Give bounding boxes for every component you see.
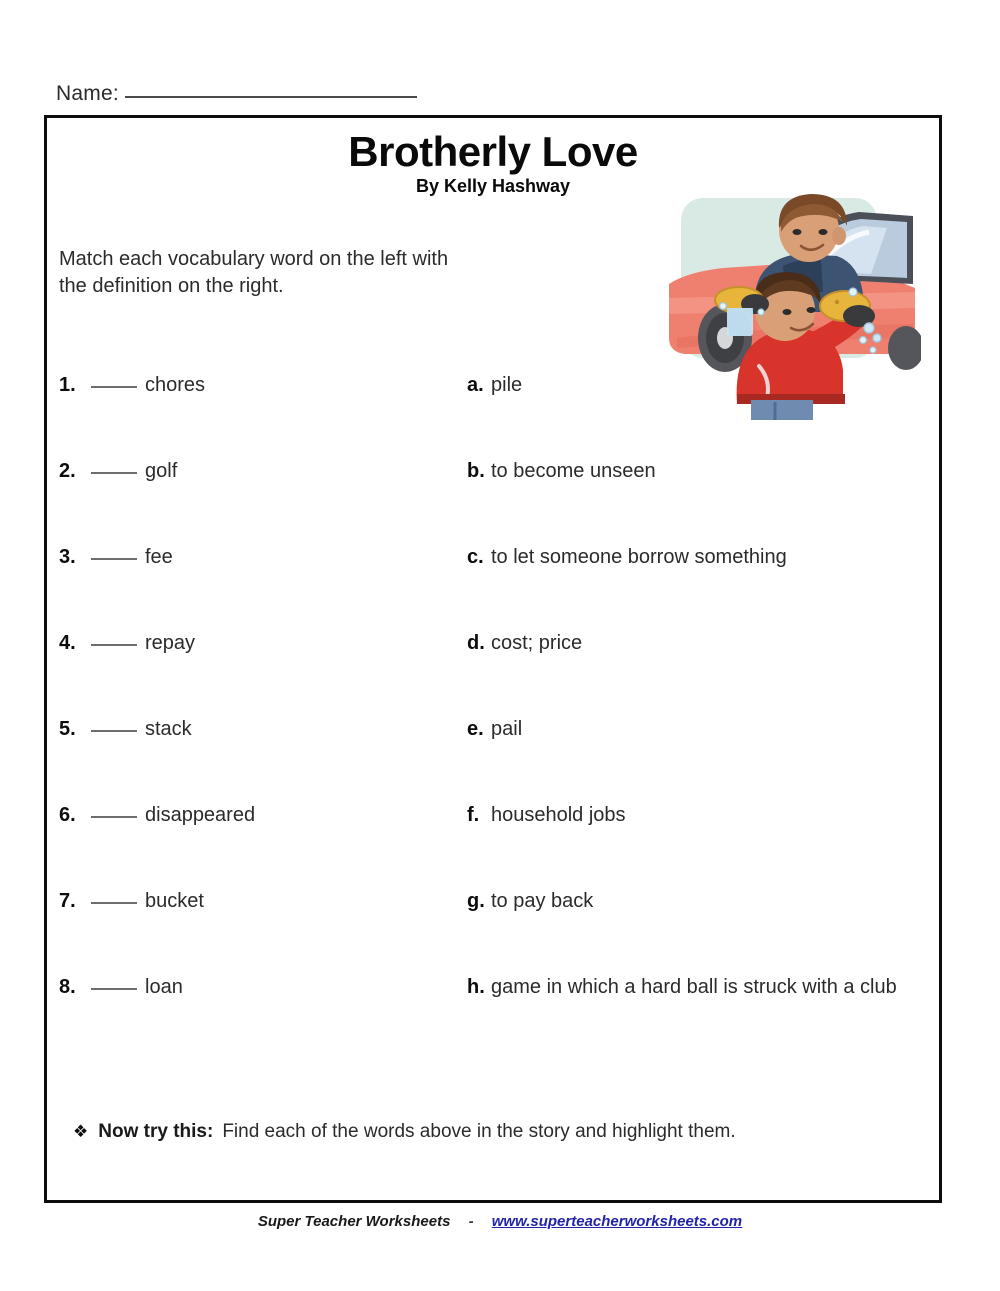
- name-input-line[interactable]: [125, 95, 417, 98]
- definition-item-g[interactable]: [467, 890, 593, 913]
- vocab-word: repay: [145, 632, 196, 654]
- vocab-word: disappeared: [145, 804, 256, 826]
- definition-item-c[interactable]: [467, 546, 787, 569]
- definition-item-e[interactable]: [467, 718, 522, 741]
- vocab-word: fee: [145, 546, 173, 568]
- match-row: [59, 374, 929, 460]
- vocab-word: golf: [145, 460, 178, 482]
- vocab-item-3[interactable]: [59, 546, 173, 569]
- definition-item-f[interactable]: [467, 804, 626, 827]
- match-row: [59, 460, 929, 546]
- instructions-text: Match each vocabulary word on the left with the definition on the right.: [59, 248, 449, 297]
- vocab-marker: 6.: [59, 804, 76, 826]
- answer-blank-8[interactable]: [91, 987, 137, 990]
- match-row: [59, 804, 929, 890]
- answer-blank-2[interactable]: [91, 471, 137, 474]
- vocab-marker: 8.: [59, 976, 76, 998]
- definition-marker: g.: [467, 890, 485, 912]
- match-row: [59, 976, 929, 1062]
- vocab-item-2[interactable]: [59, 460, 177, 483]
- definition-item-b[interactable]: [467, 460, 656, 483]
- vocab-item-6[interactable]: [59, 804, 255, 827]
- answer-blank-7[interactable]: [91, 901, 137, 904]
- vocab-word: chores: [145, 374, 206, 396]
- footer-separator: -: [468, 1213, 474, 1230]
- answer-blank-3[interactable]: [91, 557, 137, 560]
- now-try-this-label: Now try this:: [98, 1121, 214, 1142]
- definition-text: game in which a hard ball is struck with a club: [491, 976, 897, 998]
- diamond-bullet-icon: ❖: [73, 1122, 89, 1141]
- vocab-marker: 2.: [59, 460, 76, 482]
- vocab-item-7[interactable]: [59, 890, 204, 913]
- definition-marker: b.: [467, 460, 485, 482]
- worksheet-panel: [44, 115, 942, 1203]
- now-try-this: [73, 1121, 736, 1143]
- vocab-item-5[interactable]: [59, 718, 192, 741]
- author-byline: By Kelly Hashway: [415, 176, 571, 196]
- vocab-marker: 5.: [59, 718, 76, 740]
- definition-text: household jobs: [491, 804, 626, 826]
- vocab-marker: 1.: [59, 374, 76, 396]
- vocab-marker: 4.: [59, 632, 76, 654]
- definition-item-h[interactable]: [467, 976, 897, 999]
- match-row: [59, 718, 929, 804]
- definition-text: to let someone borrow something: [491, 546, 787, 568]
- vocab-item-8[interactable]: [59, 976, 183, 999]
- vocab-item-1[interactable]: [59, 374, 205, 397]
- vocab-word: loan: [145, 976, 183, 998]
- definition-marker: d.: [467, 632, 485, 654]
- definition-item-a[interactable]: [467, 374, 522, 397]
- vocab-item-4[interactable]: [59, 632, 195, 655]
- definition-text: pile: [491, 374, 523, 396]
- definition-marker: a.: [467, 374, 484, 396]
- footer-url-link[interactable]: www.superteacherworksheets.com: [491, 1213, 743, 1230]
- definition-text: to pay back: [491, 890, 594, 912]
- footer: [0, 1213, 1000, 1230]
- answer-blank-1[interactable]: [91, 385, 137, 388]
- definition-text: cost; price: [491, 632, 583, 654]
- definition-marker: h.: [467, 976, 485, 998]
- vocab-word: bucket: [145, 890, 204, 912]
- answer-blank-4[interactable]: [91, 643, 137, 646]
- answer-blank-5[interactable]: [91, 729, 137, 732]
- vocab-marker: 3.: [59, 546, 76, 568]
- page-title: Brotherly Love: [348, 128, 638, 175]
- now-try-this-text: Find each of the words above in the story and highlight them.: [222, 1121, 736, 1142]
- name-field[interactable]: [56, 82, 417, 106]
- definition-marker: e.: [467, 718, 484, 740]
- answer-blank-6[interactable]: [91, 815, 137, 818]
- match-row: [59, 890, 929, 976]
- match-row: [59, 632, 929, 718]
- definition-text: pail: [491, 718, 523, 740]
- definition-marker: f.: [467, 804, 480, 826]
- vocab-marker: 7.: [59, 890, 76, 912]
- vocab-word: stack: [145, 718, 192, 740]
- name-label: Name:: [56, 82, 119, 105]
- definition-text: to become unseen: [491, 460, 656, 482]
- definition-item-d[interactable]: [467, 632, 582, 655]
- definition-marker: c.: [467, 546, 484, 568]
- footer-brand: Super Teacher Worksheets: [257, 1213, 451, 1230]
- matching-list: [59, 374, 929, 1062]
- match-row: [59, 546, 929, 632]
